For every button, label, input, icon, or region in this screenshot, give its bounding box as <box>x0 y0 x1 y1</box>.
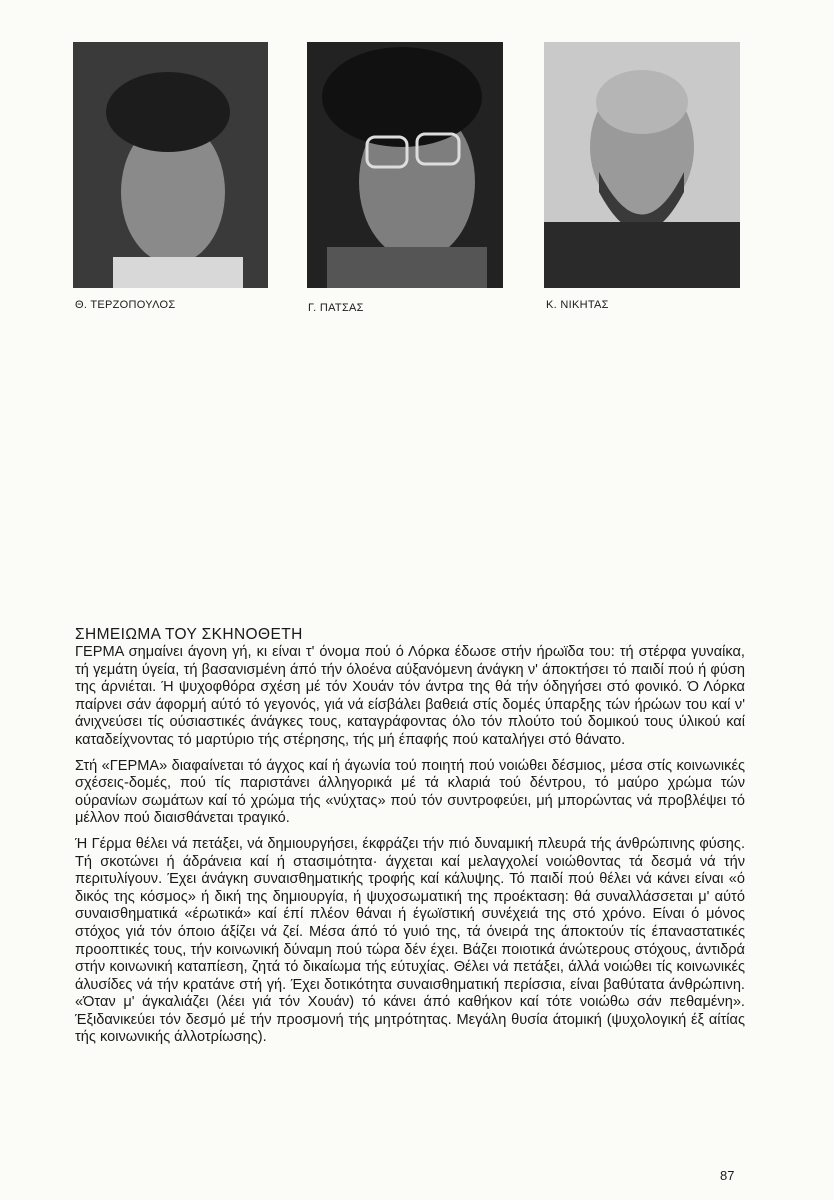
note-paragraph: Στή «ΓΕΡΜΑ» διαφαίνεται τό άγχος καί ή άγωνία τού ποιητή πού νοιώθει δέσμιος, μέσα στίς κοινωνικές σχέσεις-δομές, πού τίς παριστάνει άλληγορικά μέ τά κλαριά τού δέντρου, τό μαύρο χρώμα τών ούρανίων σωμάτων καί τό χρώμα τής «νύχτας» πού τόν συντροφεύει, μή μπορώντας νά προβλέψει τό μέλλον πού διαισθάνεται τραγικό. <box>75 757 745 827</box>
portrait-image <box>73 42 268 288</box>
portrait-photo-nikitas <box>544 42 740 288</box>
portrait-image <box>544 42 740 288</box>
portrait-photo-patsas <box>307 42 503 288</box>
portrait-image <box>307 42 503 288</box>
note-title: ΣΗΜΕΙΩΜΑ ΤΟΥ ΣΚΗΝΟΘΕΤΗ <box>75 626 303 643</box>
note-paragraph: ΓΕΡΜΑ σημαίνει άγονη γή, κι είναι τ' όνομα πού ό Λόρκα έδωσε στήν ήρωϊδα του: τή στέρφα γυναίκα, τή γεμάτη ύγεία, τή βασανισμένη άπό τήν όλοένα αύξανόμενη άνάγκη ν' άποκτήσει τό παιδί πού ή φύση της άρνιέται. Ή ψυχοφθόρα σχέση μέ τόν Χουάν τόν άντρα της θά τήν όδηγήσει στό φονικό. Ό Λόρκα παίρνει σάν άφορμή αύτό τό γεγονός, γιά νά είσβάλει βαθειά στίς δομές ύπαρξης τών ήρώων του καί ν' άνιχνεύσει τίς ούσιαστικές άνάγκες τους, καταγράφοντας όλο τόν πλούτο τού δομικού τους ύλικού καί καταδείχνοντας τό μαρτύριο τής στέρησης, τής μή έπαφής πού καταλήγει στό θάνατο. <box>75 644 745 748</box>
portrait-photo-terzopoulos <box>73 42 268 288</box>
note-body <box>75 644 745 1055</box>
page-number: 87 <box>720 1168 735 1183</box>
photo-caption: Κ. ΝΙΚΗΤΑΣ <box>546 299 609 311</box>
photo-caption: Θ. ΤΕΡΖΟΠΟΥΛΟΣ <box>75 299 176 311</box>
photo-caption: Γ. ΠΑΤΣΑΣ <box>308 302 364 314</box>
note-paragraph: Ή Γέρμα θέλει νά πετάξει, νά δημιουργήσει, έκφράζει τήν πιό δυναμική πλευρά τής άνθρώπινης φύσης. Τή σκοτώνει ή άδράνεια καί ή στασιμότητα· άγχεται καί μελαγχολεί νοιώθοντας τά δεσμά νά τήν περιτυλίγουν. Έχει άνάγκη συναισθηματικής τροφής καί κάλυψης. Τό παιδί πού θέλει νά κάνει είναι «ό δικός της κόσμος» ή δική της δημιουργία, ή ψυχοσωματική της προέκταση: θά συναλλάσσεται μ' αύτό συναισθηματικά «έρωτικά» καί έπί πλέον θάναι ή έγωϊστική συνέχειά της στό χρόνο. Είναι ό μόνος στόχος γιά τόν όποιο άξίζει νά ζεί. Μέσα άπό τό γυιό της, τά όνειρά της άποκτούν τίς έπαναστατικές προοπτικές τους, τήν κοινωνική δύναμη πού τώρα δέν έχει. Βάζει ποιοτικά άνώτερους στόχους, άντιδρά στήν κοινωνική καταπίεση, ζητά τό δικαίωμα τής εύτυχίας. Θέλει νά πετάξει, άλλά νοιώθει τίς κοινωνικές άλυσίδες νά τήν κρατάνε στή γή. Έχει δοτικότητα συναισθηματική περίσσια, είναι βαθύτατα άνθρώπινη. «Όταν μ' άγκαλιάζει (λέει γιά τόν Χουάν) τό κάνει άπό καθήκον καί τότε νοιώθω σάν πεθαμένη». Έξιδανικεύει τόν δεσμό μέ τήν προσμονή τής μητρότητας. Μεγάλη θυσία άτομική (ψυχολογική έξ αίτίας τής κοινωνικής άλλοτρίωσης). <box>75 835 745 1046</box>
